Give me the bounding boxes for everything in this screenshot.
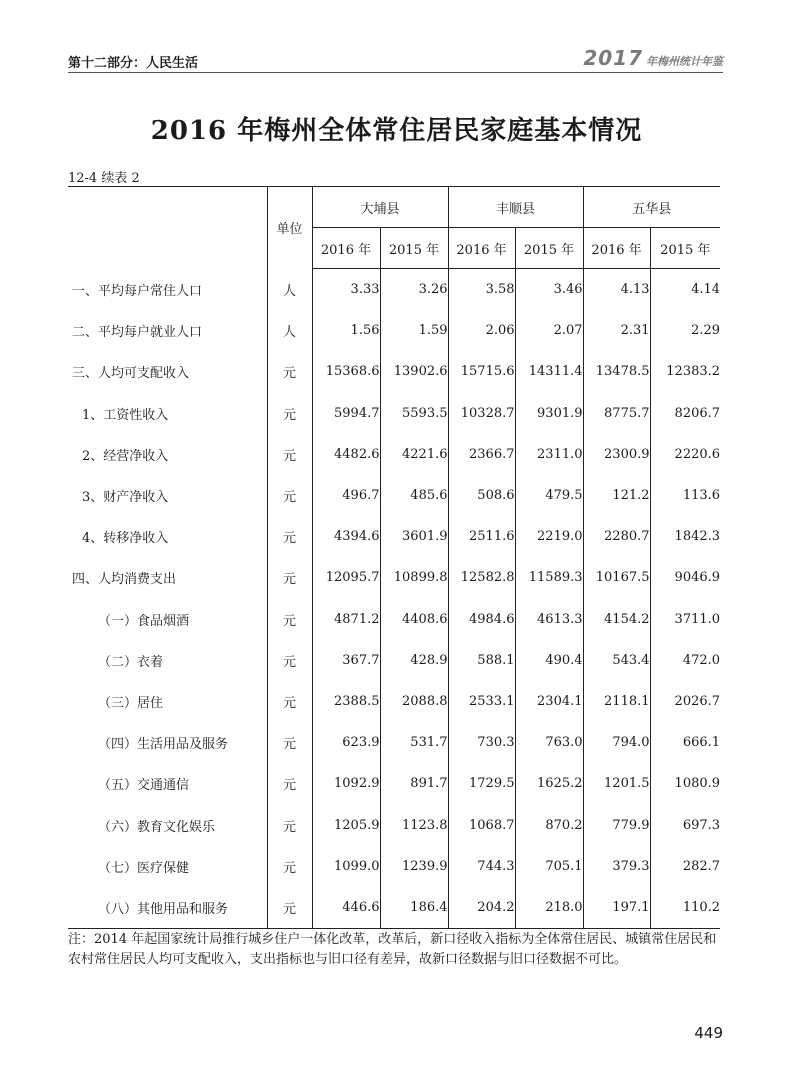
value-cell: 697.3 [650,804,720,845]
value-cell: 2.07 [515,310,583,351]
value-cell: 730.3 [448,722,515,763]
value-cell: 282.7 [650,846,720,887]
value-cell: 5994.7 [312,393,380,434]
value-cell: 5593.5 [380,393,448,434]
value-cell: 666.1 [650,722,720,763]
table-row [68,599,720,640]
value-cell: 2511.6 [448,516,515,557]
row-unit: 元 [267,351,312,392]
value-cell: 2.06 [448,310,515,351]
value-cell: 14311.4 [515,351,583,392]
value-cell: 3.33 [312,269,380,311]
value-cell: 891.7 [380,763,448,804]
row-label: 3、财产净收入 [82,490,169,506]
row-unit: 元 [267,557,312,598]
value-cell: 8206.7 [650,393,720,434]
value-cell: 4871.2 [312,599,380,640]
value-cell: 4154.2 [583,599,650,640]
value-cell: 1068.7 [448,804,515,845]
page-title: 2016 年梅州全体常住居民家庭基本情况 [150,116,643,146]
value-cell: 9046.9 [650,557,720,598]
value-cell: 218.0 [515,887,583,929]
value-cell: 1205.9 [312,804,380,845]
value-cell: 485.6 [380,475,448,516]
value-cell: 2280.7 [583,516,650,557]
value-cell: 367.7 [312,640,380,681]
header-year: 2016 年 [583,228,650,269]
value-cell: 588.1 [448,640,515,681]
value-cell: 508.6 [448,475,515,516]
row-label: （一）食品烟酒 [98,613,190,629]
value-cell: 543.4 [583,640,650,681]
value-cell: 472.0 [650,640,720,681]
value-cell: 12582.8 [448,557,515,598]
value-cell: 1.56 [312,310,380,351]
value-cell: 4482.6 [312,434,380,475]
header-unit: 单位 [267,187,312,269]
row-unit: 元 [267,434,312,475]
header-year: 2015 年 [650,228,720,269]
value-cell: 8775.7 [583,393,650,434]
row-label: 4、转移净收入 [82,531,169,547]
value-cell: 705.1 [515,846,583,887]
value-cell: 623.9 [312,722,380,763]
value-cell: 15715.6 [448,351,515,392]
value-cell: 1080.9 [650,763,720,804]
header-year: 2015 年 [515,228,583,269]
row-label: （三）居住 [98,695,164,711]
yearbook-year: 2017 [583,46,643,70]
value-cell: 3.26 [380,269,448,311]
row-label: （六）教育文化娱乐 [98,819,216,835]
value-cell: 4.13 [583,269,650,311]
row-label: （五）交通通信 [98,778,190,794]
value-cell: 4984.6 [448,599,515,640]
value-cell: 428.9 [380,640,448,681]
table-row [68,681,720,722]
value-cell: 763.0 [515,722,583,763]
value-cell: 744.3 [448,846,515,887]
row-label: 二、平均每户就业人口 [72,325,203,341]
table-row [68,557,720,598]
value-cell: 4394.6 [312,516,380,557]
yearbook-header [583,46,723,70]
section-header: 第十二部分：人民生活 [68,56,199,71]
row-unit: 元 [267,804,312,845]
value-cell: 531.7 [380,722,448,763]
value-cell: 4613.3 [515,599,583,640]
row-unit: 元 [267,475,312,516]
value-cell: 779.9 [583,804,650,845]
value-cell: 379.3 [583,846,650,887]
value-cell: 2388.5 [312,681,380,722]
value-cell: 110.2 [650,887,720,929]
value-cell: 2.29 [650,310,720,351]
value-cell: 2088.8 [380,681,448,722]
table-row [68,804,720,845]
table-row [68,434,720,475]
value-cell: 2118.1 [583,681,650,722]
row-unit: 元 [267,516,312,557]
row-label: 三、人均可支配收入 [72,366,190,382]
row-label: 2、经营净收入 [82,448,169,464]
value-cell: 794.0 [583,722,650,763]
header-year: 2015 年 [380,228,448,269]
value-cell: 3601.9 [380,516,448,557]
value-cell: 13902.6 [380,351,448,392]
table-row [68,393,720,434]
row-unit: 人 [267,310,312,351]
value-cell: 1123.8 [380,804,448,845]
value-cell: 1.59 [380,310,448,351]
table-number: 12-4 续表 2 [68,171,140,186]
table-row [68,516,720,557]
header-year: 2016 年 [448,228,515,269]
row-unit: 人 [267,269,312,311]
row-unit: 元 [267,722,312,763]
header-county-dabu: 大埔县 [312,187,448,228]
value-cell: 446.6 [312,887,380,929]
footnote: 注：2014 年起国家统计局推行城乡住户一体化改革，改革后，新口径收入指标为全体常住居民、城镇常住居民和农村常住居民人均可支配收入，支出指标也与旧口径有差异，故新口径数据与旧口径数据不可比。 [68,932,717,967]
table-row [68,763,720,804]
household-stats-table [68,186,720,929]
value-cell: 2311.0 [515,434,583,475]
row-label: 四、人均消费支出 [72,572,177,588]
value-cell: 2026.7 [650,681,720,722]
table-body [68,269,720,929]
value-cell: 1092.9 [312,763,380,804]
row-unit: 元 [267,846,312,887]
row-unit: 元 [267,887,312,929]
header-county-fengshun: 丰顺县 [448,187,583,228]
table-row [68,887,720,929]
value-cell: 2220.6 [650,434,720,475]
value-cell: 496.7 [312,475,380,516]
row-label: （二）衣着 [98,654,164,670]
value-cell: 13478.5 [583,351,650,392]
value-cell: 2.31 [583,310,650,351]
value-cell: 12383.2 [650,351,720,392]
value-cell: 10899.8 [380,557,448,598]
header-county-wuhua: 五华县 [583,187,720,228]
value-cell: 870.2 [515,804,583,845]
value-cell: 1201.5 [583,763,650,804]
value-cell: 4408.6 [380,599,448,640]
value-cell: 2304.1 [515,681,583,722]
value-cell: 3.58 [448,269,515,311]
value-cell: 2300.9 [583,434,650,475]
page-number: 449 [694,1024,723,1042]
value-cell: 2219.0 [515,516,583,557]
row-label: （八）其他用品和服务 [68,887,267,929]
row-unit: 元 [267,393,312,434]
value-cell: 11589.3 [515,557,583,598]
value-cell: 2366.7 [448,434,515,475]
row-label: 一、平均每户常住人口 [72,283,203,299]
row-label: （四）生活用品及服务 [98,737,229,753]
table-row [68,640,720,681]
header-rule [68,72,723,73]
value-cell: 479.5 [515,475,583,516]
value-cell: 2533.1 [448,681,515,722]
table-row [68,846,720,887]
value-cell: 15368.6 [312,351,380,392]
value-cell: 1099.0 [312,846,380,887]
row-unit: 元 [267,640,312,681]
value-cell: 186.4 [380,887,448,929]
row-label: 1、工资性收入 [82,407,169,423]
value-cell: 1625.2 [515,763,583,804]
yearbook-name: 年梅州统计年鉴 [646,55,723,68]
row-unit: 元 [267,599,312,640]
value-cell: 3711.0 [650,599,720,640]
row-label: （七）医疗保健 [98,860,190,876]
table-row [68,310,720,351]
value-cell: 121.2 [583,475,650,516]
value-cell: 10167.5 [583,557,650,598]
value-cell: 3.46 [515,269,583,311]
table-row [68,475,720,516]
value-cell: 1842.3 [650,516,720,557]
header-year: 2016 年 [312,228,380,269]
value-cell: 204.2 [448,887,515,929]
value-cell: 197.1 [583,887,650,929]
value-cell: 4.14 [650,269,720,311]
value-cell: 12095.7 [312,557,380,598]
value-cell: 10328.7 [448,393,515,434]
value-cell: 9301.9 [515,393,583,434]
value-cell: 4221.6 [380,434,448,475]
value-cell: 113.6 [650,475,720,516]
value-cell: 1729.5 [448,763,515,804]
table-row [68,269,720,311]
header-item [68,187,267,269]
row-unit: 元 [267,763,312,804]
row-unit: 元 [267,681,312,722]
table-row [68,722,720,763]
value-cell: 1239.9 [380,846,448,887]
value-cell: 490.4 [515,640,583,681]
table-row [68,351,720,392]
